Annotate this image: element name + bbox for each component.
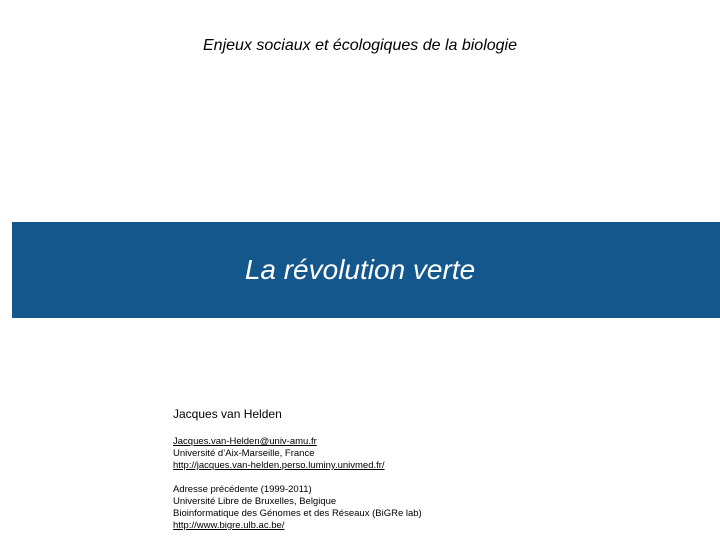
email-link[interactable]: Jacques.van-Helden@univ-amu.fr [173,436,317,447]
previous-address-heading: Adresse précédente (1999-2011) [173,484,312,495]
previous-institution: Université Libre de Bruxelles, Belgique [173,496,337,507]
course-title: Enjeux sociaux et écologiques de la biologie [203,37,517,54]
lab-website-link[interactable]: http://www.bigre.ulb.ac.be/ [173,520,285,531]
current-affiliation: Université d’Aix-Marseille, France [173,448,315,459]
slide-title: La révolution verte [244,254,476,285]
author-name: Jacques van Helden [173,407,282,421]
current-contact-block [173,436,385,472]
previous-address-block [173,484,422,532]
homepage-link[interactable]: http://jacques.van-helden.perso.luminy.univmed.fr/ [173,460,385,471]
previous-lab: Bioinformatique des Génomes et des Réseaux (BiGRe lab) [173,508,422,519]
